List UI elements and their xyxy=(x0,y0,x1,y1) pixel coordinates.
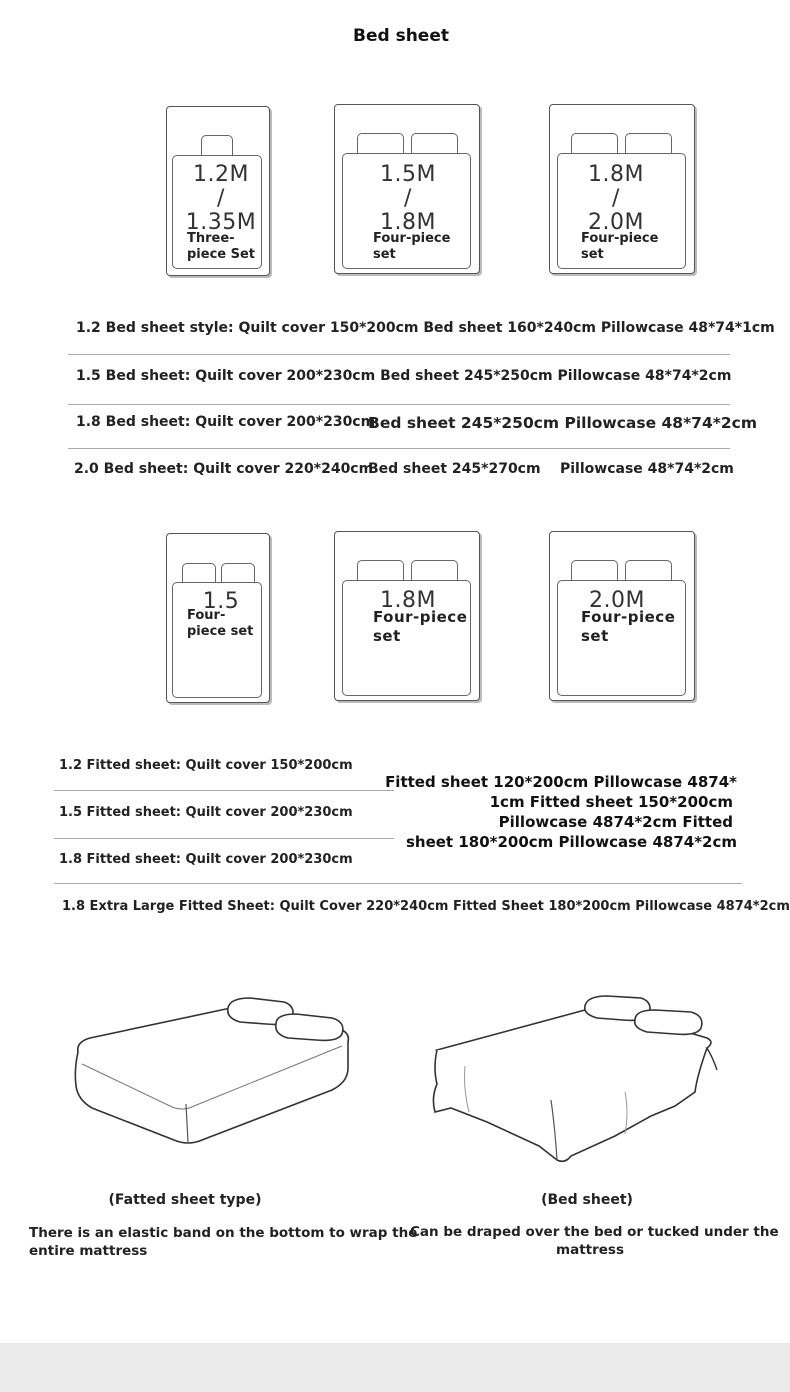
bed-diagram-2 xyxy=(334,104,480,274)
footer-band xyxy=(0,1343,790,1392)
fitted-type-description: There is an elastic band on the bottom to wrap the entire mattress xyxy=(29,1225,418,1259)
spec-row-4-left: 2.0 Bed sheet: Quilt cover 220*240cm xyxy=(74,461,374,477)
bed-diagram-5 xyxy=(334,531,480,701)
bed-diagram-3 xyxy=(549,104,695,274)
divider xyxy=(54,790,394,791)
divider xyxy=(54,838,394,839)
fitted-details-block xyxy=(380,772,737,852)
set-label: Four- piece set xyxy=(187,608,254,639)
fitted-sheet-illustration xyxy=(70,990,360,1155)
bed-size-label: 1.8M xyxy=(380,588,436,613)
divider xyxy=(68,354,730,355)
bed-size-label: 1.5 xyxy=(202,589,240,614)
pillow-icon xyxy=(625,560,672,582)
flat-type-caption: (Bed sheet) xyxy=(541,1192,633,1208)
fitted-row-2: 1.5 Fitted sheet: Quilt cover 200*230cm xyxy=(59,805,353,820)
spec-row-3-right: Bed sheet 245*250cm Pillowcase 48*74*2cm xyxy=(368,414,757,432)
fitted-details-line: sheet 180*200cm Pillowcase 4874*2cm xyxy=(405,833,737,851)
flat-sheet-illustration xyxy=(425,988,720,1168)
fitted-extra-row: 1.8 Extra Large Fitted Sheet: Quilt Cover 220*240cm Fitted Sheet 180*200cm Pillowcase 4874*2cm xyxy=(62,899,790,914)
set-label: Three- piece Set xyxy=(187,231,256,262)
pillow-icon xyxy=(357,560,404,582)
bed-size-label: 1.8M / 2.0M xyxy=(588,162,644,235)
pillow-icon xyxy=(571,560,618,582)
pillow-icon xyxy=(357,133,404,155)
spec-row-1: 1.2 Bed sheet style: Quilt cover 150*200cm Bed sheet 160*240cm Pillowcase 48*74*1cm xyxy=(76,320,775,336)
spec-row-4-right: Pillowcase 48*74*2cm xyxy=(560,461,734,477)
page-title: Bed sheet xyxy=(353,26,449,46)
set-label: Four-piece set xyxy=(373,231,451,262)
pillow-icon xyxy=(411,560,458,582)
divider xyxy=(68,404,730,405)
set-label: Four-piece set xyxy=(373,608,468,645)
bed-diagram-1 xyxy=(166,106,270,276)
pillow-icon xyxy=(571,133,618,155)
set-label: Four-piece set xyxy=(581,608,676,645)
flat-type-description: Can be draped over the bed or tucked under the mattress xyxy=(410,1224,779,1258)
fitted-details-line: Pillowcase 4874*2cm Fitted xyxy=(498,813,733,831)
fitted-row-1: 1.2 Fitted sheet: Quilt cover 150*200cm xyxy=(59,758,353,773)
spec-row-2: 1.5 Bed sheet: Quilt cover 200*230cm Bed sheet 245*250cm Pillowcase 48*74*2cm xyxy=(76,368,732,384)
spec-row-4-mid: Bed sheet 245*270cm xyxy=(368,461,541,477)
bed-diagram-4 xyxy=(166,533,270,703)
bed-size-label: 2.0M xyxy=(589,588,645,613)
set-label: Four-piece set xyxy=(581,231,659,262)
fitted-details-line: 1cm Fitted sheet 150*200cm xyxy=(489,793,733,811)
divider xyxy=(68,448,730,449)
fitted-details-line: Fitted sheet 120*200cm Pillowcase 4874* xyxy=(385,773,737,791)
spec-row-3-left: 1.8 Bed sheet: Quilt cover 200*230cm xyxy=(76,414,376,430)
pillow-icon xyxy=(411,133,458,155)
pillow-icon xyxy=(201,135,233,157)
bed-diagram-6 xyxy=(549,531,695,701)
bed-size-label: 1.2M / 1.35M xyxy=(185,162,257,235)
bed-size-label: 1.5M / 1.8M xyxy=(380,162,436,235)
fitted-row-3: 1.8 Fitted sheet: Quilt cover 200*230cm xyxy=(59,852,353,867)
divider xyxy=(54,883,742,884)
fitted-type-caption: (Fatted sheet type) xyxy=(108,1192,262,1208)
pillow-icon xyxy=(625,133,672,155)
